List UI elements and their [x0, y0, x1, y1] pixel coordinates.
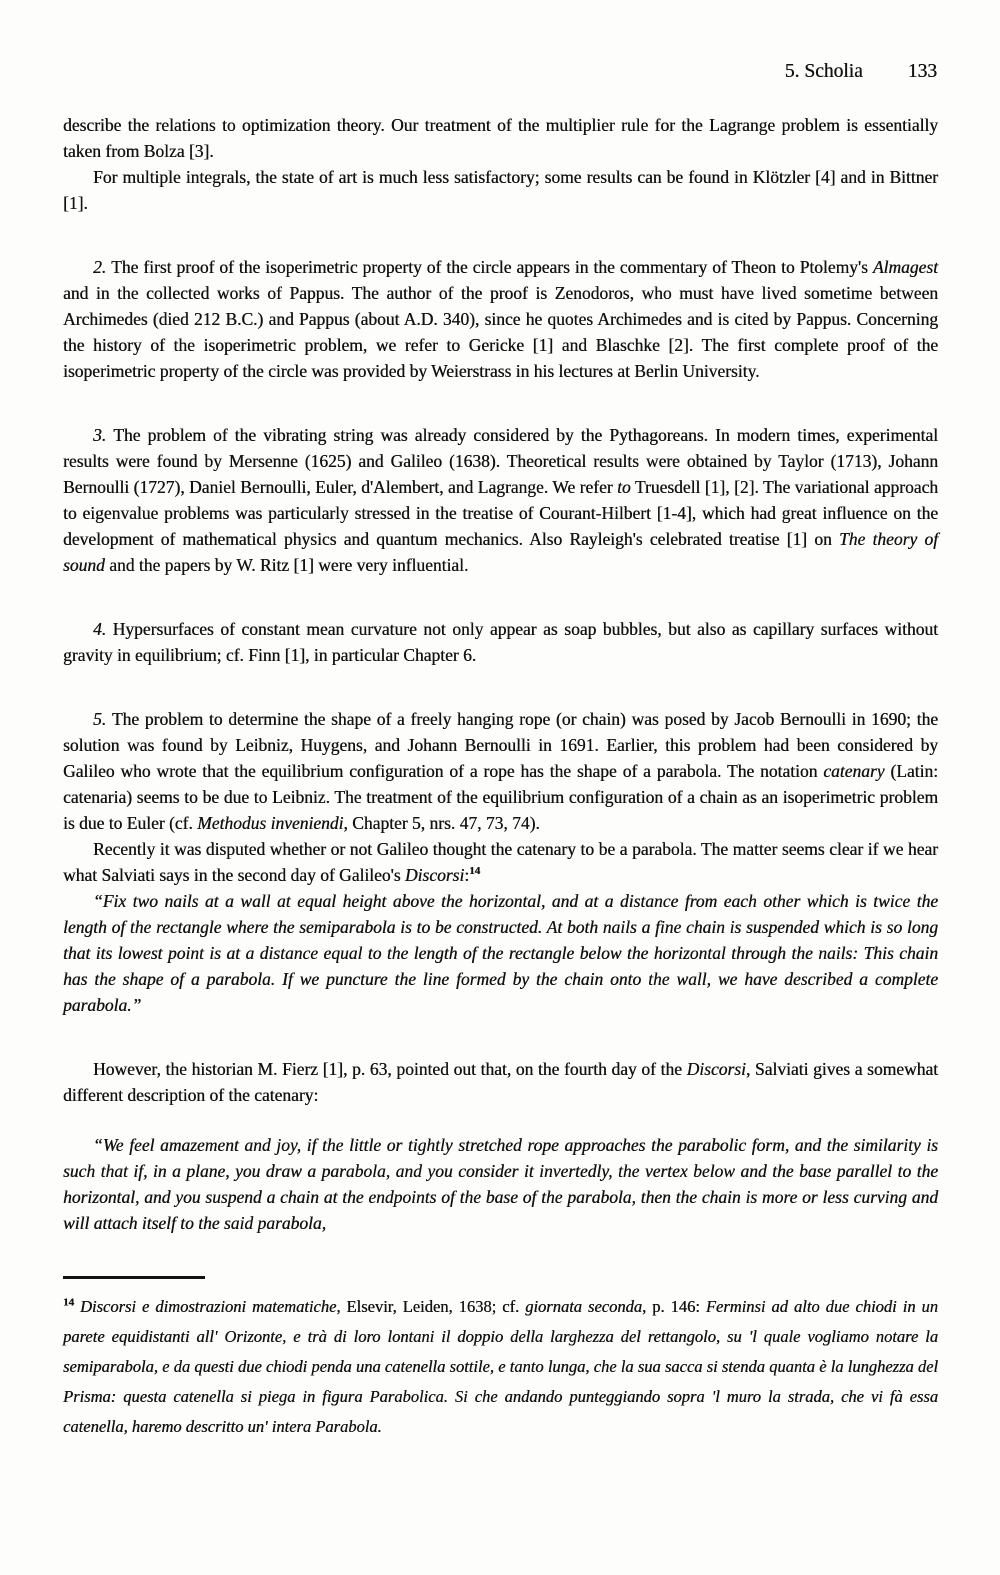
text-run: , Elsevir, Leiden, 1638; cf.: [336, 1297, 526, 1316]
text-run: The first proof of the isoperimetric property of the circle appears in the commentary of Theon to Ptolemy's: [106, 257, 873, 277]
scholium-5: [63, 706, 938, 836]
text-run: Ferminsi ad alto due chiodi in un parete equidistanti all' Orizonte, e trà di loro lontani il doppio della larghezza del rettangolo, su 'l quale vogliamo notare la semiparabola, e da questi due chiodi penda una catenella sottile, e tanto lunga, che la sua sacca si stenda quanta è la lunghezza del Prisma: questa catenella si piega in figura Parabolica. Si che andando punteggiando sopra 'l muro la strada, che vi fà essa catenella, haremo descritto un' intera Parabola.: [63, 1297, 938, 1436]
text-run: Discorsi: [686, 1059, 746, 1079]
paragraph-catenary-dispute: [63, 836, 938, 888]
text-run: 2.: [93, 257, 107, 277]
text-run: Discorsi e dimostrazioni matematiche: [80, 1297, 337, 1316]
text-run: describe the relations to optimization theory. Our treatment of the multiplier rule for the Lagrange problem is essentially taken from Bolza [3].: [63, 115, 938, 161]
text-run: , p. 146:: [642, 1297, 706, 1316]
text-run: 5.: [93, 709, 107, 729]
text-run: :: [464, 865, 470, 885]
running-header: [785, 60, 937, 84]
text-run: Methodus inveniendi: [197, 813, 344, 833]
text-run: and the papers by W. Ritz [1] were very influential.: [104, 555, 469, 575]
footnote-marker: 14: [63, 1296, 74, 1309]
text-run: catenary: [823, 761, 885, 781]
text-run: Almagest: [872, 257, 938, 277]
page-number: 133: [907, 61, 937, 82]
footnote-marker: 14: [469, 865, 481, 878]
text-run: Recently it was disputed whether or not Galileo thought the catenary to be a parabola. The matter seems clear if we hear what Salviati says in the second day of Galileo's: [63, 839, 938, 885]
scholium-3: [63, 422, 938, 578]
quote-discorsi-fourth-day: [63, 1132, 938, 1236]
text-run: to: [617, 477, 631, 497]
text-run: Discorsi: [404, 865, 465, 885]
text-run: The problem of the vibrating string was already considered by the Pythagoreans. In modern times, experimental results were found by Mersenne (1625) and Galileo (1638). Theoretical results were obtained by Taylor (1713), Johann Bernoulli (1727), Daniel Bernoulli, Euler, d'Alembert, and Lagrange. We refer: [63, 425, 938, 497]
scholium-2: [63, 254, 938, 384]
footnote-rule: [63, 1276, 205, 1279]
paragraph-fierz: [63, 1056, 938, 1108]
text-run: The theory of sound: [63, 529, 938, 575]
paragraph-optimization-continued: [63, 112, 938, 164]
text-run: , Salviati gives a somewhat different description of the catenary:: [63, 1059, 938, 1105]
scholium-4: [63, 616, 938, 668]
text-run: “Fix two nails at a wall at equal height above the horizontal, and at a distance from each other which is twice the length of the rectangle where the semiparabola is to be constructed. At both nails a fine chain is suspended which is so long that its lowest point is at a distance equal to the length of the rectangle below the horizontal through the nails: This chain has the shape of a parabola. If we puncture the line formed by the chain onto the wall, we have described a complete parabola.”: [63, 891, 938, 1015]
text-body: [63, 112, 938, 1442]
text-run: “We feel amazement and joy, if the little or tightly stretched rope approaches the parabolic form, and the similarity is such that if, in a plane, you draw a parabola, and you consider it invertedly, the vertex below and the base parallel to the horizontal, and you suspend a chain at the endpoints of the base of the parabola, then the chain is more or less curving and will attach itself to the said parabola,: [63, 1135, 938, 1233]
paragraph-multiple-integrals: [63, 164, 938, 216]
quote-discorsi-second-day: [63, 888, 938, 1018]
text-run: (Latin: catenaria) seems to be due to Leibniz. The treatment of the equilibrium configuration of a chain as an isoperimetric problem is due to Euler (cf.: [63, 761, 938, 833]
text-run: , Chapter 5, nrs. 47, 73, 74).: [343, 813, 540, 833]
running-head-section-title: 5. Scholia: [784, 61, 863, 82]
text-run: However, the historian M. Fierz [1], p. 63, pointed out that, on the fourth day of the: [93, 1059, 687, 1079]
text-run: For multiple integrals, the state of art is much less satisfactory; some results can be found in Klötzler [4] and in Bittner [1].: [63, 167, 938, 213]
text-run: Hypersurfaces of constant mean curvature not only appear as soap bubbles, but also as capillary surfaces without gravity in equilibrium; cf. Finn [1], in particular Chapter 6.: [63, 619, 938, 665]
text-run: The problem to determine the shape of a freely hanging rope (or chain) was posed by Jacob Bernoulli in 1690; the solution was found by Leibniz, Huygens, and Johann Bernoulli in 1691. Earlier, this problem had been considered by Galileo who wrote that the equilibrium configuration of a rope has the shape of a parabola. The notation: [63, 709, 938, 781]
text-run: 4.: [93, 619, 107, 639]
footnote-14: [63, 1292, 938, 1442]
text-run: and in the collected works of Pappus. The author of the proof is Zenodoros, who must have lived sometime between Archimedes (died 212 B.C.) and Pappus (about A.D. 340), since he quotes Archimedes and is cited by Pappus. Concerning the history of the isoperimetric problem, we refer to Gericke [1] and Blaschke [2]. The first complete proof of the isoperimetric property of the circle was provided by Weierstrass in his lectures at Berlin University.: [63, 283, 938, 381]
text-run: Truesdell [1], [2]. The variational approach to eigenvalue problems was particularly stressed in the treatise of Courant-Hilbert [1-4], which had great influence on the development of mathematical physics and quantum mechanics. Also Rayleigh's celebrated treatise [1] on: [63, 477, 938, 549]
text-run: giornata seconda: [525, 1297, 642, 1316]
text-run: 3.: [93, 425, 107, 445]
